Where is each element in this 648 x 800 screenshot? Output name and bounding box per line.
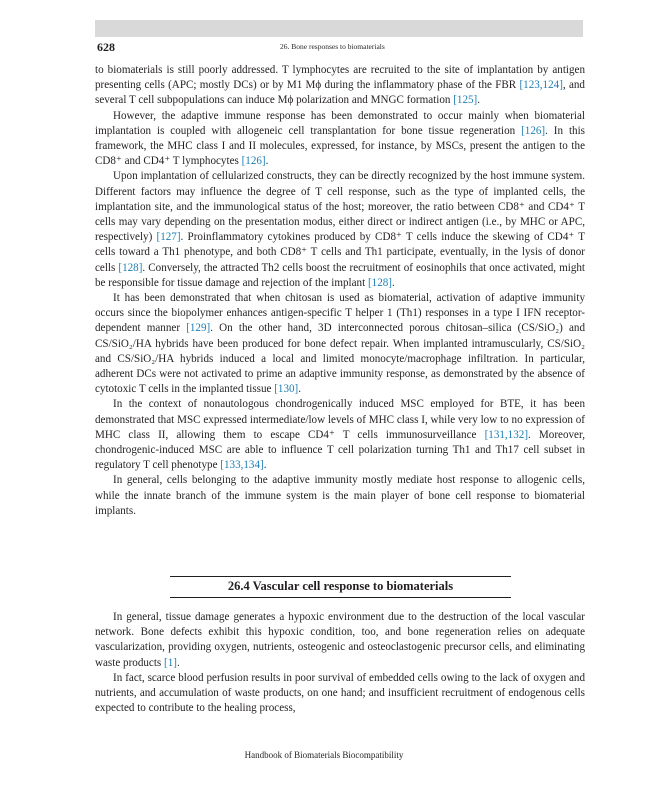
citation-link[interactable]: [125] (453, 94, 478, 107)
body-text-top (95, 63, 585, 519)
citation-link[interactable]: [131,132] (484, 428, 529, 441)
citation-link[interactable]: [128] (118, 261, 143, 274)
section-number: 26.4 (227, 579, 250, 593)
citation-link[interactable]: [126] (241, 155, 266, 168)
paragraph: In general, tissue damage generates a hypoxic environment due to the destruction of the local vascular network. Bone defects exhibit this hypoxic condition, too, and bone regeneration relies on adequate vascularization, providing oxygen, nutrients, osteogenic and osteoclastogenic precursor cells, and eliminating waste products [1]. (95, 611, 585, 669)
paragraph: In general, cells belonging to the adaptive immunity mostly mediate host response to allogenic cells, while the innate branch of the immune system is the main player of bone cell response to biomaterial implants. (95, 474, 585, 517)
section-title: Vascular cell response to biomaterials (252, 579, 454, 593)
citation-link[interactable]: [130] (274, 383, 299, 396)
paragraph: In fact, scarce blood perfusion results in poor survival of embedded cells owing to the lack of oxygen and nutrients, and accumulation of waste products, on one hand; and insufficient recruitment of endogenous cells expected to contribute to the healing process, (95, 671, 585, 715)
citation-link[interactable]: [133,134] (220, 459, 264, 472)
running-head: 26. Bone responses to biomaterials (280, 42, 385, 51)
citation-link[interactable]: [127] (156, 231, 181, 244)
footer-book-title: Handbook of Biomaterials Biocompatibility (244, 750, 404, 760)
citation-link[interactable]: [123,124] (519, 79, 563, 92)
section-heading-box (170, 576, 511, 598)
section-heading (170, 579, 511, 594)
paragraph: It has been demonstrated that when chitosan is used as biomaterial, activation of adaptive immunity occurs since the biopolymer enhances antigen-specific T helper 1 (Th1) responses in a type I IFN receptor-dependent manner [129]. On the other hand, 3D interconnected porous chitosan–silica (CS/SiO₂) and CS/SiO₂/HA hybrids have been produced for bone defect repair. When implanted intramuscularly, CS/SiO₂ and CS/SiO₂/HA hybrids induced a local and limited monocyte/macrophage infiltration. In particular, adherent DCs were not activated to prime an adaptive immunity response, as demonstrated by the absence of cytotoxic T cells in the implanted tissue [130]. (95, 292, 586, 396)
paragraph: to biomaterials is still poorly addressed. T lymphocytes are recruited to the site of implantation by antigen presenting cells (APC; mostly DCs) or by M1 Mϕ during the inflammatory phase of the FBR [123,124], and several T cell subpopulations can induce Mϕ polarization and MNGC formation [125]. (95, 64, 585, 107)
citation-link[interactable]: [126] (521, 124, 546, 137)
paragraph: However, the adaptive immune response has been demonstrated to occur mainly when biomaterial implantation is coupled with allogeneic cell transplantation for bone tissue regeneration [126]. In this framework, the MHC class I and II molecules, expressed, for instance, by MSCs, present the antigen to the CD8⁺ and CD4⁺ T lymphocytes [126]. (95, 109, 585, 168)
paragraph: In the context of nonautologous chondrogenically induced MSC employed for BTE, it has been demonstrated that MSC expressed intermediate/low levels of MHC class I, while very low to no expression of MHC class II, allowing them to escape CD4⁺ T cells immunosurveillance [131,132]. Moreover, chondrogenic-induced MSC are able to influence T cell polarization turning Th1 and Th17 cell subset in regulatory T cell phenotype [133,134]. (95, 398, 585, 472)
citation-link[interactable]: [128] (367, 276, 392, 289)
paragraph: Upon implantation of cellularized constructs, they can be directly recognized by the host immune system. Different factors may influence the degree of T cell response, such as the type of implanted cells, the implantation site, and the immunological status of the host; moreover, the ratio between CD8⁺ and CD4⁺ T cells may vary depending on the presentation modus, either direct or indirect antigen (i.e., by MHC or APC, respectively) [127]. Proinflammatory cytokines produced by CD8⁺ T cells induce the skewing of CD4⁺ T cells toward a Th1 phenotype, and both CD8⁺ T cells and Th1 participate, eventually, in the lysis of donor cells [128]. Conversely, the attracted Th2 cells boost the recruitment of eosinophils that once activated, might be responsible for tissue damage and rejection of the implant [128]. (95, 170, 586, 289)
citation-link[interactable]: [129] (186, 322, 211, 335)
body-text-bottom (95, 610, 585, 716)
header-bar (95, 20, 583, 37)
page-number: 628 (97, 40, 115, 54)
citation-link[interactable]: [1] (164, 656, 177, 669)
